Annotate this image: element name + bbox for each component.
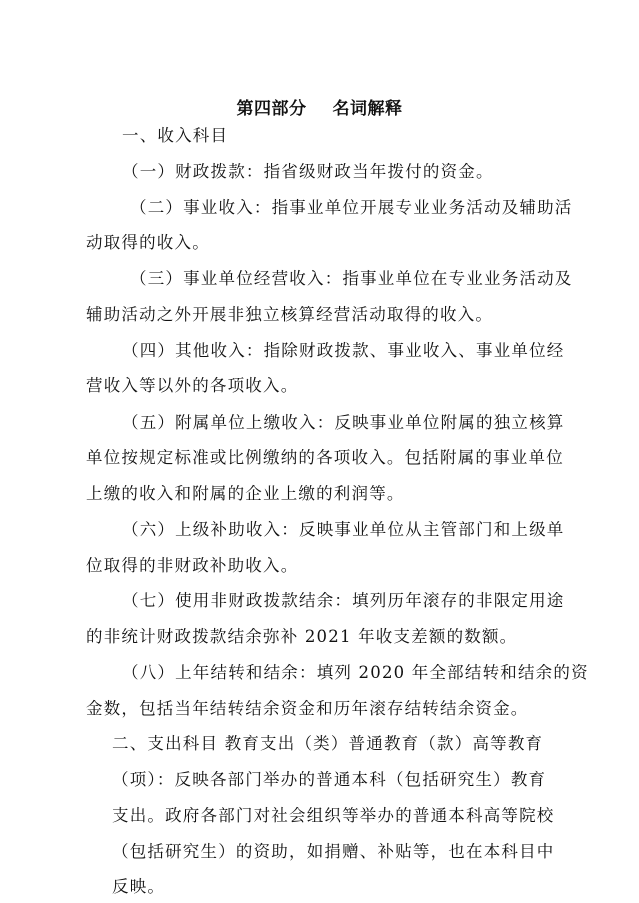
paragraph-line: 辅助活动之外开展非独立核算经营活动取得的收入。: [86, 305, 494, 324]
section-title: [0, 94, 639, 119]
paragraph-line: （二）事业收入：指事业单位开展专业业务活动及辅助活: [130, 198, 573, 217]
paragraph-line: （四）其他收入：指除财政拨款、事业收入、事业单位经: [122, 341, 565, 360]
paragraph-line: 的非统计财政拨款结余弥补 2021 年收支差额的数额。: [86, 627, 518, 646]
paragraph-line: 动取得的收入。: [86, 233, 210, 252]
paragraph-line: （三）事业单位经营收入：指事业单位在专业业务活动及: [130, 269, 573, 288]
paragraph-line: 反映。: [112, 877, 166, 896]
paragraph-line: （一）财政拨款：指省级财政当年拨付的资金。: [122, 162, 494, 181]
section-title-part: 第四部分: [236, 99, 307, 119]
paragraph-line: （项）：反映各部门举办的普通本科（包括研究生）教育: [112, 770, 547, 789]
paragraph-line: 位取得的非财政补助收入。: [86, 556, 299, 575]
paragraph-line: （八）上年结转和结余：填列 2020 年全部结转和结余的资: [122, 663, 589, 682]
section-title-main: 名词解释: [332, 99, 403, 119]
expenditure-heading: 二、支出科目 教育支出（类）普通教育（款）高等教育: [112, 734, 544, 753]
paragraph-line: 上缴的收入和附属的企业上缴的利润等。: [86, 484, 405, 503]
paragraph-line: （七）使用非财政拨款结余：填列历年滚存的非限定用途: [122, 591, 565, 610]
paragraph-line: （六）上级补助收入：反映事业单位从主管部门和上级单: [122, 520, 565, 539]
paragraph-line: 营收入等以外的各项收入。: [86, 376, 299, 395]
income-heading: 一、收入科目: [122, 126, 229, 145]
paragraph-line: 单位按规定标准或比例缴纳的各项收入。包括附属的事业单位: [86, 448, 564, 467]
paragraph-line: 金数，包括当年结转结余资金和历年滚存结转结余资金。: [86, 699, 529, 718]
paragraph-line: （五）附属单位上缴收入：反映事业单位附属的独立核算: [122, 413, 565, 432]
paragraph-line: （包括研究生）的资助，如捐赠、补贴等，也在本科目中: [112, 842, 555, 861]
paragraph-line: 支出。政府各部门对社会组织等举办的普通本科高等院校: [112, 806, 555, 825]
